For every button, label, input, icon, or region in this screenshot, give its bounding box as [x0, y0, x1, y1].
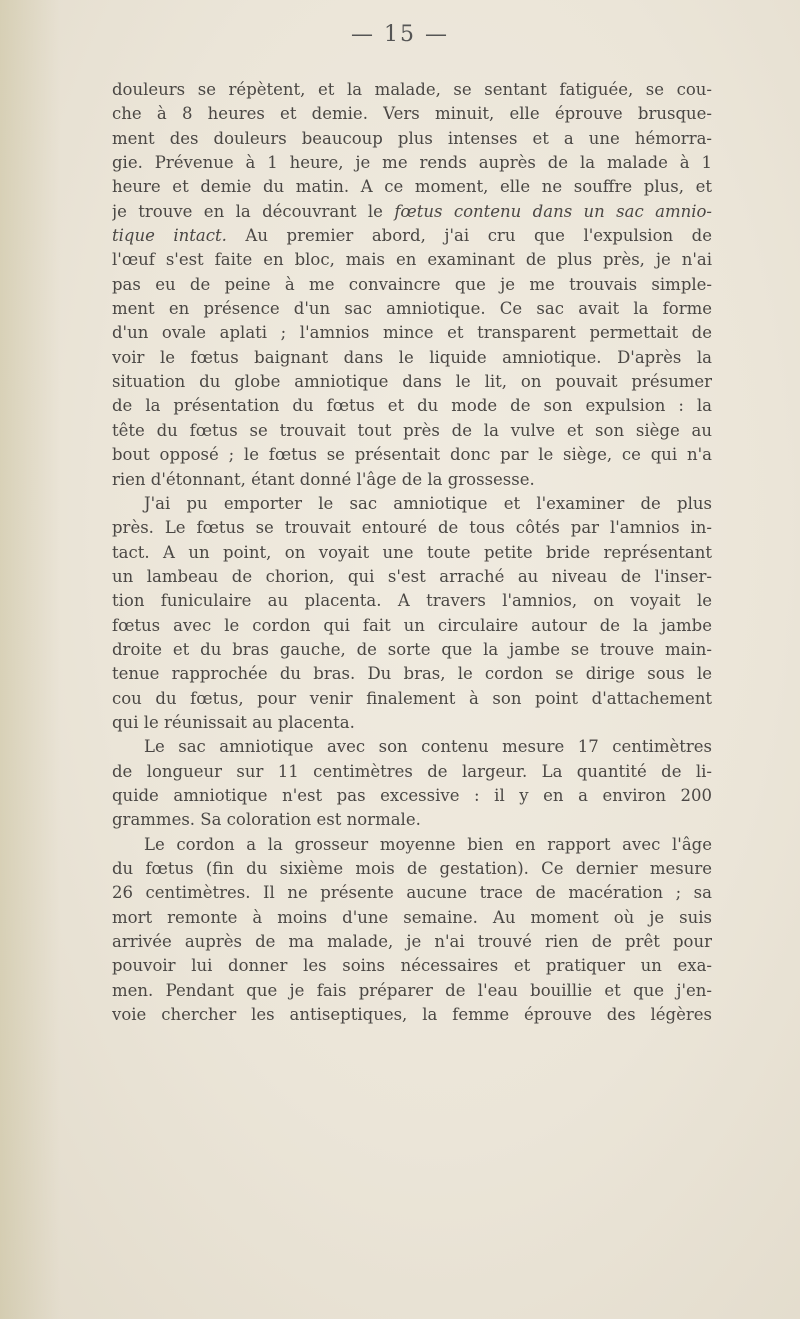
- text-line: pouvoir lui donner les soins nécessaires et pratiquer un exa-: [112, 956, 712, 976]
- text-line: voir le fœtus baignant dans le liquide amniotique. D'après la: [112, 347, 712, 367]
- text-line: droite et du bras gauche, de sorte que la jambe se trouve main-: [112, 639, 712, 659]
- text-line: ment en présence d'un sac amniotique. Ce sac avait la forme: [112, 299, 712, 319]
- text-line: quide amniotique n'est pas excessive : il y en a environ 200: [112, 785, 712, 805]
- text-line: heure et demie du matin. A ce moment, elle ne souffre plus, et: [112, 177, 712, 197]
- text-line: gie. Prévenue à 1 heure, je me rends auprès de la malade à 1: [112, 153, 712, 173]
- page-edge-stain: [0, 0, 60, 1319]
- text-line: un lambeau de chorion, qui s'est arraché au niveau de l'inser-: [112, 566, 712, 586]
- text-line: fœtus avec le cordon qui fait un circulaire autour de la jambe: [112, 615, 712, 635]
- text-line: douleurs se répètent, et la malade, se sentant fatiguée, se cou-: [112, 80, 712, 99]
- body-text: [112, 78, 712, 1027]
- text-line: Le sac amniotique avec son contenu mesure 17 centimètres: [144, 737, 712, 757]
- text-line: [112, 200, 712, 224]
- text-line: près. Le fœtus se trouvait entouré de tous côtés par l'amnios in-: [112, 518, 712, 538]
- text-line: bout opposé ; le fœtus se présentait donc par le siège, ce qui n'a: [112, 445, 712, 465]
- page-number: — 15 —: [351, 22, 449, 47]
- text-line: de longueur sur 11 centimètres de largeur. La quantité de li-: [112, 761, 712, 781]
- text-line: mort remonte à moins d'une semaine. Au moment où je suis: [112, 907, 712, 927]
- text-line: voie chercher les antiseptiques, la femme éprouve des légères: [112, 1005, 712, 1025]
- text-segment: je trouve en la découvrant le: [112, 201, 395, 221]
- text-line: ment des douleurs beaucoup plus intenses et a une hémorra-: [112, 128, 712, 148]
- text-line: tion funiculaire au placenta. A travers l'amnios, on voyait le: [112, 591, 712, 611]
- text-line: pas eu de peine à me convaincre que je me trouvais simple-: [112, 274, 712, 294]
- text-line: de la présentation du fœtus et du mode de son expulsion : la: [112, 396, 712, 416]
- text-line: che à 8 heures et demie. Vers minuit, elle éprouve brusque-: [112, 104, 712, 124]
- text-line: tact. A un point, on voyait une toute petite bride représentant: [112, 542, 712, 562]
- text-line: rien d'étonnant, étant donné l'âge de la grossesse.: [112, 469, 535, 489]
- text-line: J'ai pu emporter le sac amniotique et l'examiner de plus: [144, 493, 712, 513]
- text-line: men. Pendant que je fais préparer de l'eau bouillie et que j'en-: [112, 980, 712, 1000]
- text-line: situation du globe amniotique dans le lit, on pouvait présumer: [112, 372, 712, 392]
- text-line: tête du fœtus se trouvait tout près de la vulve et son siège au: [112, 420, 712, 440]
- text-line: tenue rapprochée du bras. Du bras, le cordon se dirige sous le: [112, 664, 712, 684]
- text-segment: Au premier abord, j'ai cru que l'expulsion de: [226, 226, 712, 246]
- italic-segment: tique intact.: [112, 226, 227, 246]
- text-line: [112, 224, 712, 248]
- text-line: arrivée auprès de ma malade, je n'ai trouvé rien de prêt pour: [112, 932, 712, 952]
- text-line: d'un ovale aplati ; l'amnios mince et transparent permettait de: [112, 323, 712, 343]
- text-line: cou du fœtus, pour venir finalement à son point d'attachement: [112, 688, 712, 708]
- text-line: grammes. Sa coloration est normale.: [112, 810, 421, 830]
- text-line: du fœtus (fin du sixième mois de gestation). Ce dernier mesure: [112, 859, 712, 878]
- text-line: 26 centimètres. Il ne présente aucune trace de macération ; sa: [112, 883, 712, 903]
- text-line: qui le réunissait au placenta.: [112, 712, 355, 732]
- text-line: Le cordon a la grosseur moyenne bien en rapport avec l'âge: [144, 834, 712, 854]
- text-line: l'œuf s'est faite en bloc, mais en examinant de plus près, je n'ai: [112, 250, 712, 270]
- italic-segment: fœtus contenu dans un sac amnio-: [394, 201, 712, 221]
